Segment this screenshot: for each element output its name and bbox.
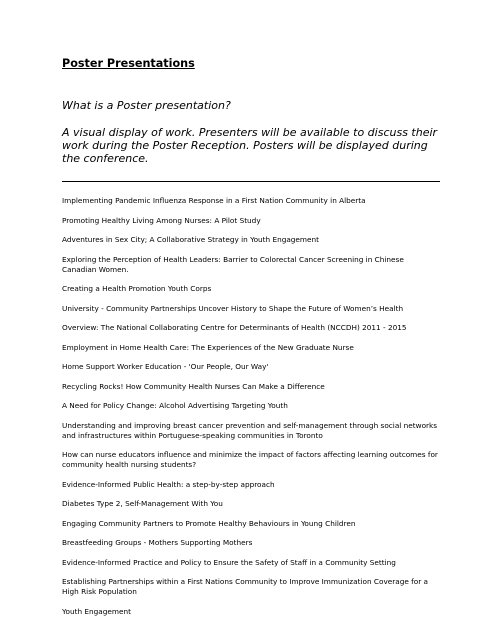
poster-list-item: Breastfeeding Groups - Mothers Supporting Mothers [62,538,253,548]
intro-description: A visual display of work. Presenters will be available to discuss their work during the Poster Reception. Posters will be displayed during the conference. [62,125,438,166]
poster-list-item: Evidence-Informed Public Health: a step-by-step approach [62,479,275,489]
poster-list-item: Diabetes Type 2, Self-Management With You [62,499,223,509]
poster-list-item: Home Support Worker Education - 'Our People, Our Way' [62,362,269,372]
poster-list-item: Employment in Home Health Care: The Experiences of the New Graduate Nurse [62,342,354,352]
poster-list-item: Engaging Community Partners to Promote Healthy Behaviours in Young Children [62,518,356,528]
poster-list-item: Youth Engagement [62,606,131,616]
intro-question: What is a Poster presentation? [62,99,231,113]
poster-list-item: Promoting Healthy Living Among Nurses: A Pilot Study [62,215,261,225]
poster-list-item: Establishing Partnerships within a First Nations Community to Improve Immunization Coverage for a High Risk Population [62,577,428,597]
poster-list-item: A Need for Policy Change: Alcohol Advertising Targeting Youth [62,401,288,411]
poster-list-item: Overview: The National Collaborating Centre for Determinants of Health (NCCDH) 2011 - 2015 [62,323,407,333]
poster-list-item: Adventures in Sex City; A Collaborative Strategy in Youth Engagement [62,235,320,245]
poster-list-item: Evidence-Informed Practice and Policy to Ensure the Safety of Staff in a Community Setting [62,557,396,567]
poster-list-item: Implementing Pandemic Influenza Response in a First Nation Community in Alberta [62,196,366,206]
poster-list-item: Exploring the Perception of Health Leaders: Barrier to Colorectal Cancer Screening in Chinese Canadian Women. [62,254,404,274]
poster-list-item: Understanding and improving breast cancer prevention and self-management through social networks and infrastructures within Portuguese-speaking communities in Toronto [62,420,438,440]
poster-list [62,196,440,617]
poster-list-item: Creating a Health Promotion Youth Corps [62,284,212,294]
page-title: Poster Presentations [62,57,195,70]
poster-list-item: How can nurse educators influence and minimize the impact of factors affecting learning outcomes for community health nursing students? [62,450,438,470]
poster-list-item: University - Community Partnerships Uncover History to Shape the Future of Women’s Health [62,303,404,313]
poster-list-item: Recycling Rocks! How Community Health Nurses Can Make a Difference [62,381,325,391]
intro-block [62,86,440,182]
document-page [62,57,440,626]
